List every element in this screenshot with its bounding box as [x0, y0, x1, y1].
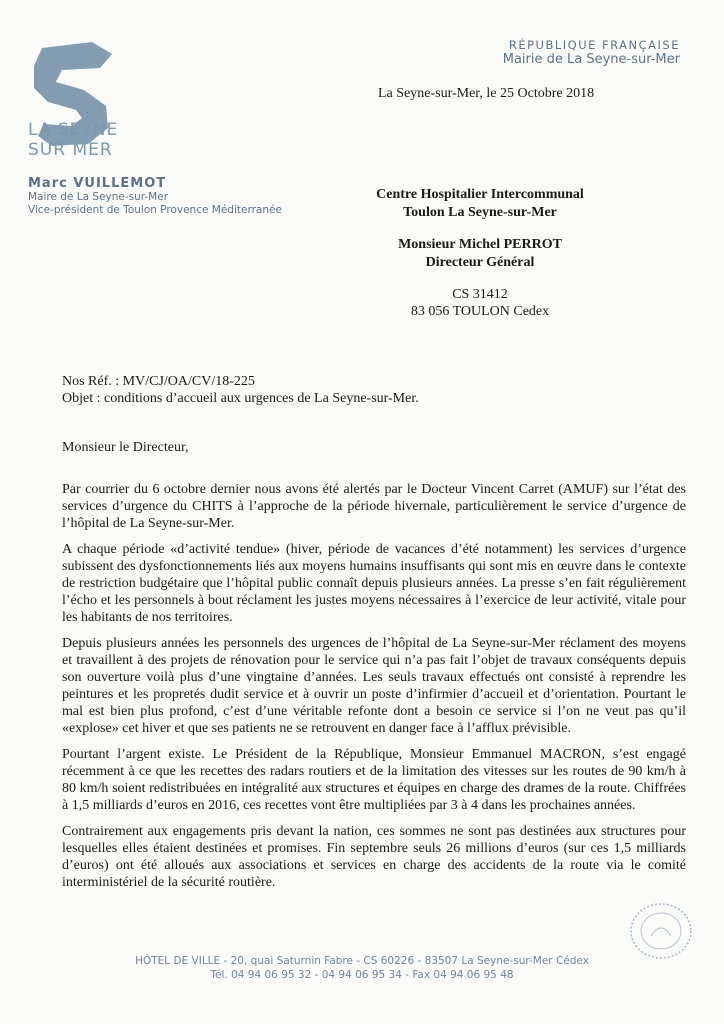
body-paragraph: A chaque période «d’activité tendue» (hiver, période de vacances d’été notamment) les services d’urgence subissent des dysfonctionnements liés aux moyens humains insuffisants qui sont mis en œuvre dans le contexte de restriction budgétaire que l’hôpital public connaît depuis plusieurs années. La presse s’en fait régulièrement l’écho et les personnels à bout réclament les justes moyens nécessaires à l’exercice de leur activité, vitale pour les habitants de nos territoires. [62, 542, 686, 625]
footer-phone: Tél. 04 94 06 95 32 - 04 94 06 95 34 - Fax 04 94 06 95 48 [210, 969, 514, 981]
recipient-address [370, 286, 590, 320]
recipient-organization [370, 186, 590, 222]
recipient-org-line-2: Toulon La Seyne-sur-Mer [403, 205, 557, 220]
salutation: Monsieur le Directeur, [62, 440, 189, 455]
recipient-org-line-1: Centre Hospitalier Intercommunal [376, 187, 584, 202]
body-paragraph: Pourtant l’argent existe. Le Président de la République, Monsieur Emmanuel MACRON, s’est engagé récemment à ce que les recettes des radars routiers et de la limitation des vitesses sur les routes de 90 km/h à 80 km/h soient redistribuées en intégralité aux structures et équipes en charge des drames de la route. Chiffrées à 1,5 milliards d’euros en 2016, ces recettes vont être multipliées par 3 à 4 dans les prochaines années. [62, 747, 686, 813]
logo-wordmark [28, 120, 118, 160]
body-paragraph: Contrairement aux engagements pris devant la nation, ces sommes ne sont pas destinées aux structures pour lesquelles elles étaient destinées et promises. Fin septembre seuls 26 millions d’euros (sur ces 1,5 milliards d’euros) ont été alloués aux associations et services en charge des accidents de la route via le comité interministériel de la sécurité routière. [62, 824, 686, 890]
recipient-person [370, 236, 590, 272]
body-paragraph: Depuis plusieurs années les personnels des urgences de l’hôpital de La Seyne-sur-Mer réclament des moyens et travaillent à des projets de rénovation pour le service qui n’a pas fait l’objet de travaux conséquents depuis son ouverture voilà plus d’une vingtaine d’années. Les seuls travaux effectués ont consisté à reprendre les peintures et les propretés dudit service et à ouvrir un poste d’infirmier d’accueil et d’orientation. Pourtant le mal est bien plus profond, c’est d’une véritable refonte dont a besoin ce service si l’on ne veut pas qu’il «explose» cet hiver et que ses patients ne se retrouvent en danger face à l’afflux prévisible. [62, 636, 686, 736]
body-paragraph: Par courrier du 6 octobre dernier nous avons été alertés par le Docteur Vincent Carret (AMUF) sur l’état des services d’urgence du CHITS à l’approche de la période hivernale, particulièrement le service d’urgence de l’hôpital de La Seyne-sur-Mer. [62, 482, 686, 531]
republic-header [503, 38, 680, 67]
mayor-name: Marc VUILLEMOT [28, 176, 167, 191]
letter-subject: Objet : conditions d’accueil aux urgences de La Seyne-sur-Mer. [62, 391, 419, 406]
letter-body [62, 481, 686, 900]
republic-line-1: RÉPUBLIQUE FRANÇAISE [508, 38, 680, 52]
logo-line-1: LA SEYNE [28, 120, 119, 140]
republic-line-2: Mairie de La Seyne-sur-Mer [502, 52, 680, 67]
recipient-address-line-1: CS 31412 [452, 287, 508, 302]
reference-block [62, 373, 419, 407]
footer-address: HÔTEL DE VILLE - 20, quai Saturnin Fabre - CS 60226 - 83507 La Seyne-sur-Mer Cédex [135, 955, 589, 967]
reference-number: Nos Réf. : MV/CJ/OA/CV/18-225 [62, 374, 255, 389]
recipient-address-line-2: 83 056 TOULON Cedex [410, 304, 550, 319]
recipient-person-line-2: Directeur Général [425, 255, 535, 270]
official-seal-stamp-icon [626, 900, 696, 962]
letterhead-footer [0, 954, 724, 982]
mayor-block [28, 176, 282, 217]
logo-line-2: SUR MER [28, 140, 113, 160]
mayor-title-2: Vice-président de Toulon Provence Méditerranée [28, 204, 282, 216]
letter-date: La Seyne-sur-Mer, le 25 Octobre 2018 [378, 86, 595, 101]
recipient-person-line-1: Monsieur Michel PERROT [398, 237, 562, 252]
mayor-title-1: Maire de La Seyne-sur-Mer [28, 191, 169, 203]
